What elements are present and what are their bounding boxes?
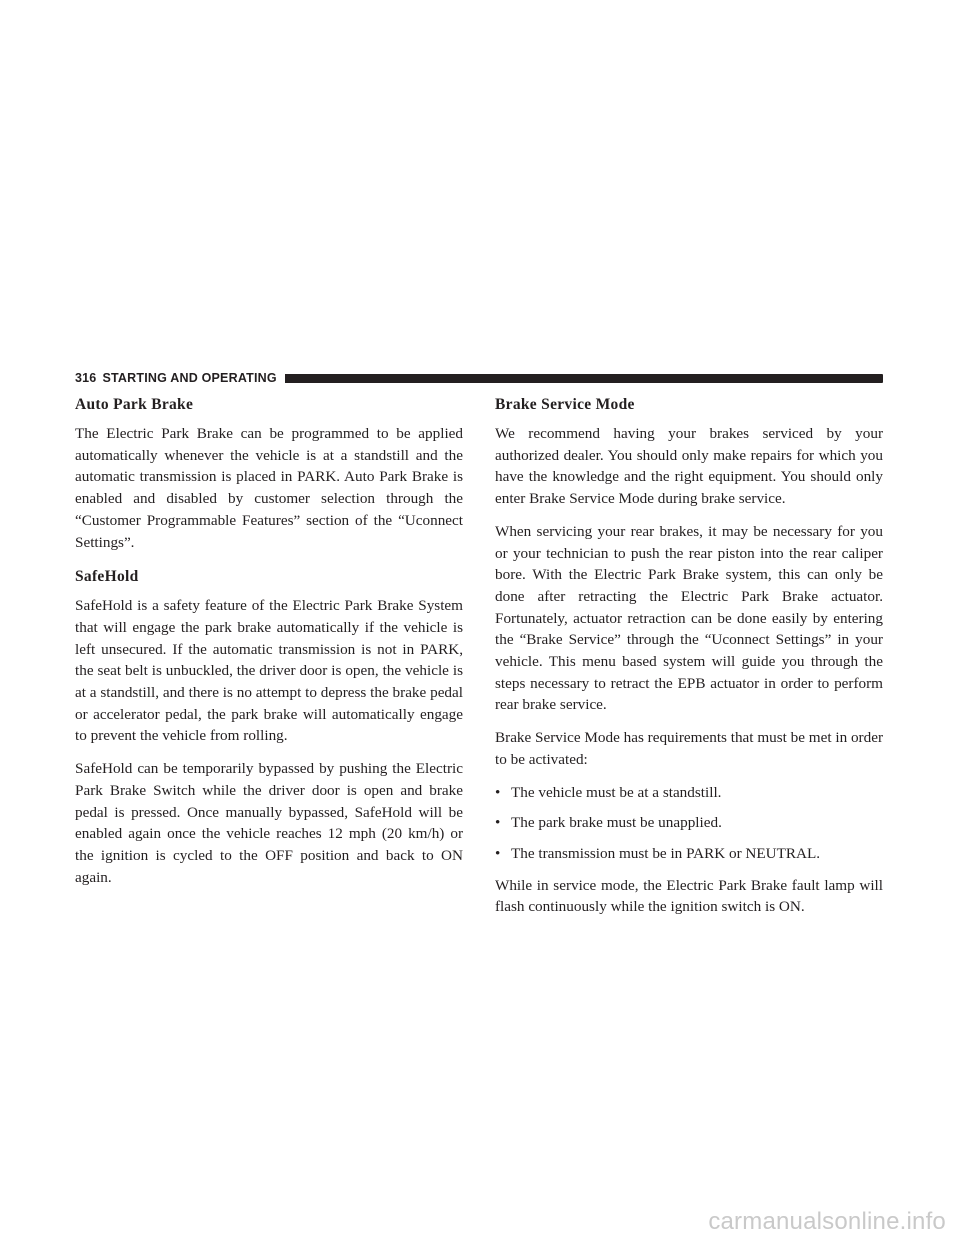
list-item-text: The park brake must be unapplied. — [511, 814, 722, 832]
brake-service-mode-heading: Brake Service Mode — [495, 396, 635, 413]
list-item-text: The vehicle must be at a standstill. — [511, 783, 722, 801]
left-column — [75, 394, 463, 899]
brake-service-paragraph-3: Brake Service Mode has requirements that must be met in order to be activated: — [495, 729, 884, 768]
safehold-paragraph-1: SafeHold is a safety feature of the Electric Park Brake System that will engage the park brake automatically if the vehicle is left unsecured. If the automatic transmission is not in PARK, the seat belt is unbuckled, the driver door is open, the vehicle is at a standstill, and there is no attempt to depress the brake pedal or accelerator pedal, the park brake will automatically engage to prevent the vehicle from rolling. — [75, 597, 463, 745]
brake-service-paragraph-4: While in service mode, the Electric Park Brake fault lamp will flash continuously while the ignition switch is ON. — [495, 876, 883, 916]
auto-park-brake-heading: Auto Park Brake — [75, 396, 194, 413]
right-column — [495, 394, 883, 929]
list-item — [495, 782, 883, 804]
safehold-paragraph-2: SafeHold can be temporarily bypassed by pushing the Electric Park Brake Switch while the driver door is open and brake pedal is pressed. Once manually bypassed, SafeHold will be enabled again once the vehicle reaches 12 mph (20 km/h) or the ignition is cycled to the OFF position and back to ON again. — [75, 760, 463, 886]
page-number: 316 — [75, 371, 97, 385]
brake-service-paragraph-2: When servicing your rear brakes, it may be necessary for you or your technician to push the rear piston into the rear caliper bore. With the Electric Park Brake system, this can only be done after retracting the Electric Park Brake actuator. Fortunately, actuator retraction can be done easily by entering the “Brake Service” through the “Uconnect Settings” in your vehicle. This menu based system will guide you through the steps necessary to retract the EPB actuator in order to perform rear brake service. — [495, 522, 883, 714]
bullet-icon: • — [495, 844, 501, 862]
header-rule — [285, 374, 883, 383]
safehold-heading: SafeHold — [75, 568, 139, 586]
requirements-list — [495, 782, 883, 865]
list-item — [495, 812, 883, 834]
bullet-icon: • — [495, 783, 501, 801]
auto-park-brake-paragraph: The Electric Park Brake can be programmed to be applied automatically whenever the vehicle is at a standstill and the automatic transmission is placed in PARK. Auto Park Brake is enabled and disabled by customer selection through the “Customer Programmable Features” section of the “Uconnect Settings”. — [75, 425, 463, 551]
section-title: STARTING AND OPERATING — [102, 371, 277, 385]
bullet-icon: • — [495, 814, 501, 832]
list-item-text: The transmission must be in PARK or NEUTRAL. — [511, 844, 821, 862]
watermark: carmanualsonline.info — [708, 1208, 946, 1235]
brake-service-paragraph-1: We recommend having your brakes serviced by your authorized dealer. You should only make repairs for which you have the knowledge and the right equipment. You should only enter Brake Service Mode during brake service. — [495, 425, 883, 508]
page-header — [75, 368, 883, 388]
list-item — [495, 843, 883, 865]
